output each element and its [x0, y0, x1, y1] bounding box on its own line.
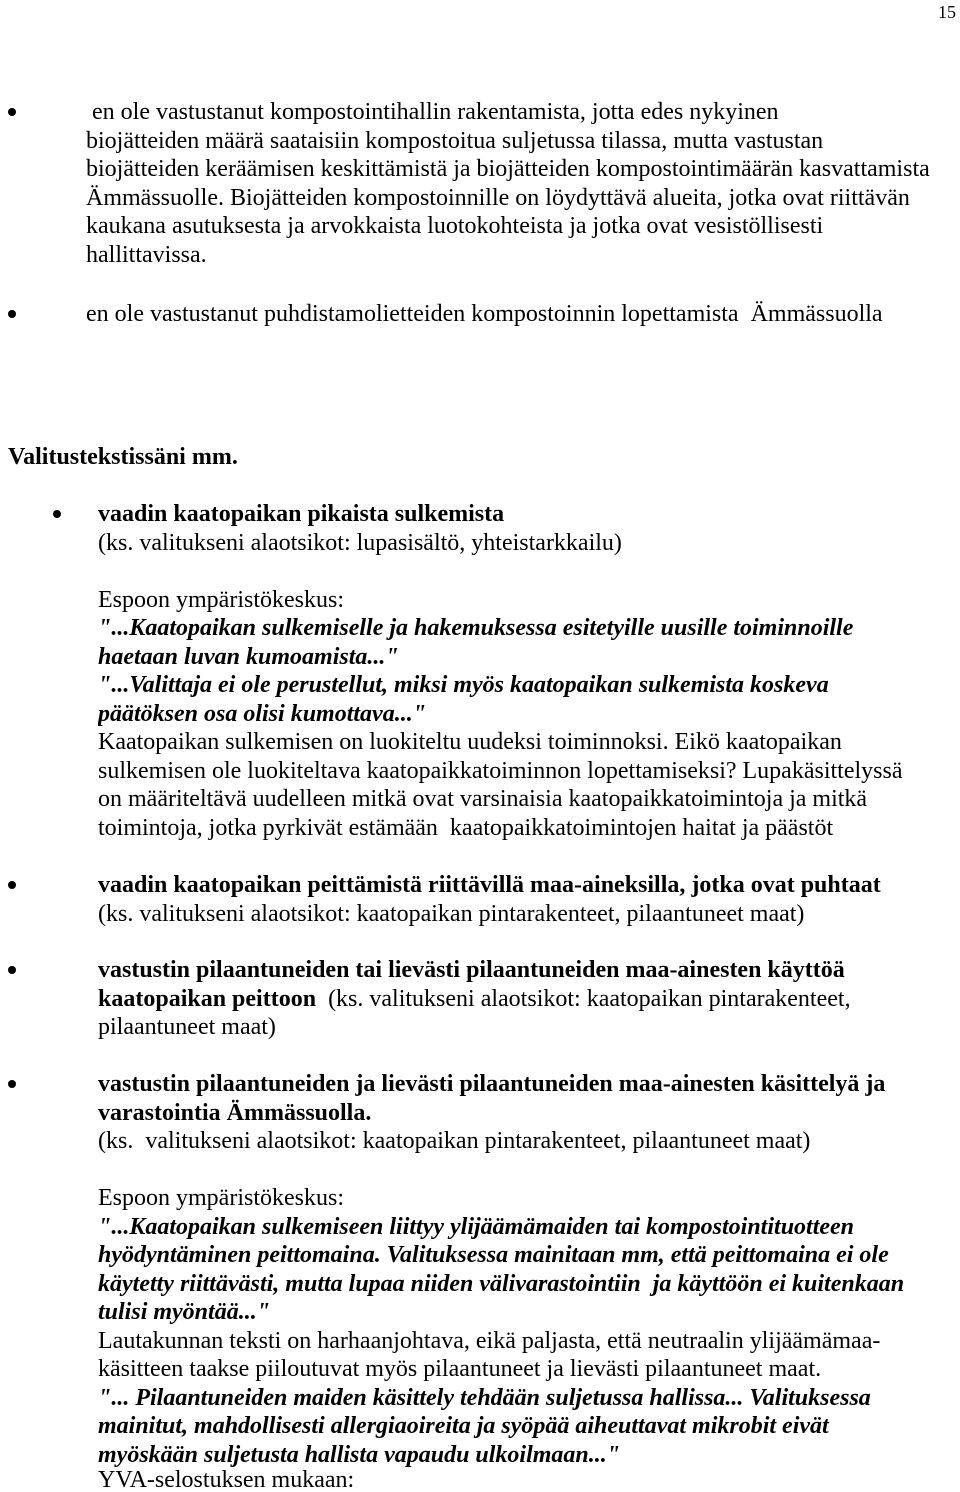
comment-line: käsitteen taakse piiloutuvat myös pilaantuneet ja lievästi pilaantuneet maat.	[98, 1356, 822, 1382]
comment-line: sulkemisen ole luokiteltava kaatopaikkatoiminnon lopettamiseksi? Lupakäsittelyssä	[98, 757, 903, 784]
demand-body	[98, 871, 960, 928]
demand-body	[98, 500, 960, 842]
statement-paragraph	[86, 98, 960, 269]
demand-title: vastustin pilaantuneiden ja lievästi pilaantuneiden maa-ainesten käsittelyä ja	[98, 1071, 886, 1097]
bullet-item-demand-2	[0, 871, 960, 928]
comment-line: toimintoja, jotka pyrkivät estämään kaatopaikkatoimintojen haitat ja päästöt	[98, 814, 834, 841]
paragraph-line: biojätteiden keräämisen keskittämistä ja biojätteiden kompostointimäärän kasvattamista	[86, 156, 930, 182]
quote-line: haetaan luvan kumoamista..."	[98, 643, 399, 670]
bullet-item-statement-1	[0, 98, 960, 269]
section-heading-block	[0, 443, 960, 472]
quote-line: "... Pilaantuneiden maiden käsittely tehdään suljetussa hallissa... Valituksessa	[98, 1384, 871, 1411]
demand-title-line	[98, 985, 960, 1014]
demand-reference: (ks. valitukseni alaotsikot: kaatopaikan pintarakenteet, pilaantuneet maat)	[98, 900, 805, 927]
bullet-icon	[8, 966, 16, 974]
bullet-item-statement-2	[0, 300, 960, 329]
paragraph-line: biojätteiden määrä saataisiin kompostoitua suljetussa tilassa, mutta vastustan	[86, 127, 824, 154]
demand-reference: (ks. valitukseni alaotsikot: lupasisältö, yhteistarkkailu)	[98, 529, 622, 556]
demand-body	[98, 1070, 960, 1491]
quote-line: päätöksen osa olisi kumottava..."	[98, 700, 427, 727]
bullet-item-demand-1	[0, 500, 960, 842]
paragraph-line: hallittavissa.	[86, 241, 207, 268]
demand-body	[98, 956, 960, 1042]
bullet-item-demand-3	[0, 956, 960, 1042]
comment-line: Lautakunnan teksti on harhaanjohtava, eikä paljasta, että neutraalin ylijäämämaa-	[98, 1327, 881, 1354]
paragraph-line: kaukana asutuksesta ja arvokkaista luotokohteista ja jotka ovat vesistöllisesti	[86, 213, 824, 239]
demand-reference: pilaantuneet maat)	[98, 1014, 276, 1040]
quote-line: myöskään suljetusta hallista vapaudu ulkoilmaan..."	[98, 1441, 621, 1468]
demand-title: vaadin kaatopaikan pikaista sulkemista	[98, 501, 505, 527]
source-label: Espoon ympäristökeskus:	[98, 586, 344, 613]
statement-paragraph	[86, 300, 960, 329]
quote-line: "...Kaatopaikan sulkemiseen liittyy ylijäämämaiden tai kompostointituotteen	[98, 1213, 855, 1240]
page-number: 15	[938, 2, 956, 22]
quote-line: tulisi myöntää..."	[98, 1299, 271, 1325]
paragraph-line: en ole vastustanut puhdistamolietteiden kompostoinnin lopettamista Ämmässuolla	[86, 301, 883, 327]
demand-title: vastustin pilaantuneiden tai lievästi pilaantuneiden maa-ainesten käyttöä	[98, 957, 845, 983]
quote-line: "...Valittaja ei ole perustellut, miksi myös kaatopaikan sulkemista koskeva	[98, 672, 829, 698]
paragraph-line: en ole vastustanut kompostointihallin rakentamista, jotta edes nykyinen	[92, 99, 779, 125]
demand-reference: (ks. valitukseni alaotsikot: kaatopaikan pintarakenteet, pilaantuneet maat)	[98, 1128, 811, 1154]
demand-title: vaadin kaatopaikan peittämistä riittävillä maa-aineksilla, jotka ovat puhtaat	[98, 872, 881, 898]
quote-line: mainitut, mahdollisesti allergiaoireita ja syöpää aiheuttavat mikrobit eivät	[98, 1413, 829, 1439]
quote-line: "...Kaatopaikan sulkemiselle ja hakemuksessa esitetyille uusille toiminnoille	[98, 615, 854, 641]
quote-line: käytetty riittävästi, mutta lupaa niiden välivarastointiin ja käyttöön ei kuitenkaan	[98, 1270, 905, 1297]
bullet-icon	[8, 108, 16, 116]
paragraph-line: Ämmässuolle. Biojätteiden kompostoinnille on löydyttävä alueita, jotka ovat riittävän	[86, 184, 910, 211]
source-label: YVA-selostuksen mukaan:	[98, 1469, 355, 1491]
demand-title: kaatopaikan peittoon	[98, 985, 317, 1012]
quote-line: hyödyntäminen peittomaina. Valituksessa mainitaan mm, että peittomaina ei ole	[98, 1242, 889, 1268]
demand-reference: (ks. valitukseni alaotsikot: kaatopaikan pintarakenteet,	[328, 985, 851, 1012]
bullet-item-demand-4	[0, 1070, 960, 1491]
bullet-icon	[8, 1080, 16, 1088]
comment-line: on määriteltävä uudelleen mitkä ovat varsinaisia kaatopaikkatoimintoja ja mitkä	[98, 786, 868, 812]
bullet-icon	[8, 310, 16, 318]
section-heading: Valitustekstissäni mm.	[8, 444, 238, 470]
demand-title: varastointia Ämmässuolla.	[98, 1099, 372, 1126]
bullet-icon	[53, 510, 61, 518]
source-label: Espoon ympäristökeskus:	[98, 1185, 344, 1211]
bullet-icon	[8, 881, 16, 889]
comment-line: Kaatopaikan sulkemisen on luokiteltu uudeksi toiminnoksi. Eikö kaatopaikan	[98, 729, 842, 755]
